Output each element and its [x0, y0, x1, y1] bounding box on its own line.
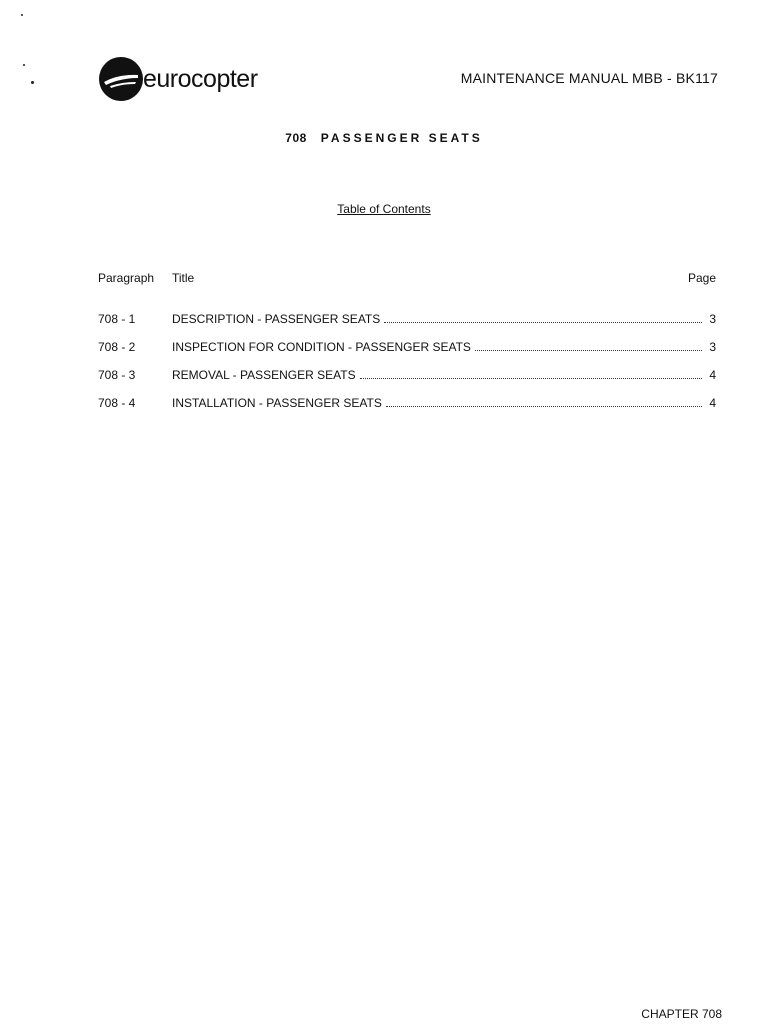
toc-entry-page: 4 [709, 368, 716, 382]
dot-leader [360, 369, 702, 379]
toc-entry-paragraph: 708 - 2 [98, 340, 136, 354]
toc-entry[interactable] [98, 312, 716, 340]
logo-wordmark: eurocopter [143, 64, 258, 93]
toc-entry-page: 3 [709, 340, 716, 354]
toc-entry[interactable] [98, 340, 716, 368]
manual-title: MAINTENANCE MANUAL MBB - BK117 [460, 70, 718, 86]
toc-entry-title: REMOVAL - PASSENGER SEATS [172, 368, 356, 382]
helicopter-emblem-icon [98, 56, 144, 102]
toc-entry-paragraph: 708 - 3 [98, 368, 136, 382]
toc-entry-page: 3 [709, 312, 716, 326]
chapter-name: PASSENGER SEATS [320, 131, 483, 145]
column-header-paragraph: Paragraph [98, 271, 155, 285]
eurocopter-logo [98, 56, 258, 102]
toc-title: Table of Contents [337, 202, 431, 216]
toc-entry-paragraph: 708 - 4 [98, 396, 136, 410]
column-header-page: Page [687, 271, 716, 285]
dot-leader [386, 397, 702, 407]
toc-entry-title: INSTALLATION - PASSENGER SEATS [172, 396, 382, 410]
chapter-footer: CHAPTER 708 [641, 1007, 722, 1021]
toc-entry-title: INSPECTION FOR CONDITION - PASSENGER SEATS [172, 340, 471, 354]
chapter-number: 708 [285, 131, 307, 145]
scan-speck [23, 64, 25, 66]
toc-entry[interactable] [98, 396, 716, 424]
toc-entry-paragraph: 708 - 1 [98, 312, 136, 326]
scan-speck [21, 14, 23, 16]
dot-leader [475, 341, 702, 351]
chapter-heading [0, 131, 768, 145]
toc-entry-title: DESCRIPTION - PASSENGER SEATS [172, 312, 381, 326]
scan-speck [31, 81, 34, 84]
toc-entry[interactable] [98, 368, 716, 396]
column-header-title: Title [172, 271, 195, 285]
toc-list [98, 312, 716, 424]
toc-entry-page: 4 [709, 396, 716, 410]
dot-leader [384, 313, 702, 323]
